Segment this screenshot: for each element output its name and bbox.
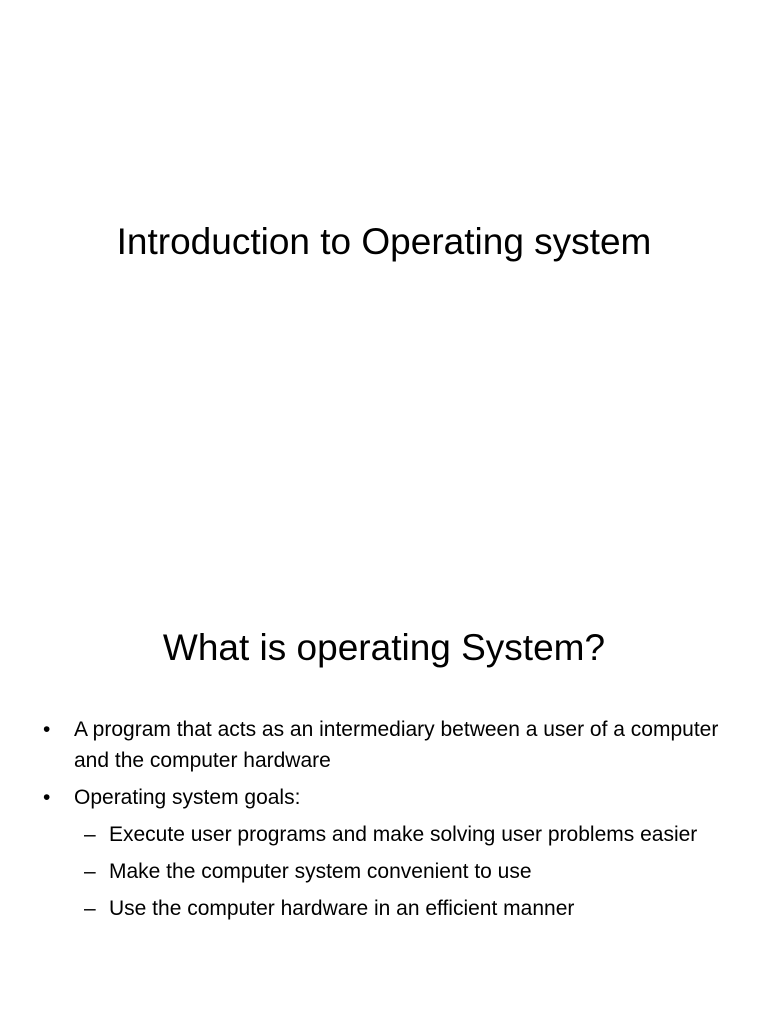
sub-bullet-text: Use the computer hardware in an efficient manner xyxy=(109,897,575,920)
sub-bullet-item xyxy=(40,819,720,850)
dash-icon: – xyxy=(84,897,96,920)
bullet-item xyxy=(40,714,720,776)
slide-2-title: What is operating System? xyxy=(162,627,606,668)
slide-2 xyxy=(0,576,768,1024)
bullet-icon: • xyxy=(43,786,51,809)
bullet-icon: • xyxy=(43,718,51,741)
sub-bullet-text: Make the computer system convenient to use xyxy=(109,860,532,883)
bullet-item xyxy=(40,782,720,924)
bullet-text: A program that acts as an intermediary between a user of a computer and the computer hardware xyxy=(74,718,719,772)
sub-bullet-list xyxy=(74,819,720,924)
sub-bullet-item xyxy=(40,856,720,887)
dash-icon: – xyxy=(84,823,96,846)
sub-bullet-text: Execute user programs and make solving user problems easier xyxy=(109,823,698,846)
sub-bullet-item xyxy=(40,893,720,924)
dash-icon: – xyxy=(84,860,96,883)
bullet-list xyxy=(40,714,720,930)
slide-1-title: Introduction to Operating system xyxy=(116,221,652,262)
bullet-text: Operating system goals: xyxy=(74,786,301,809)
